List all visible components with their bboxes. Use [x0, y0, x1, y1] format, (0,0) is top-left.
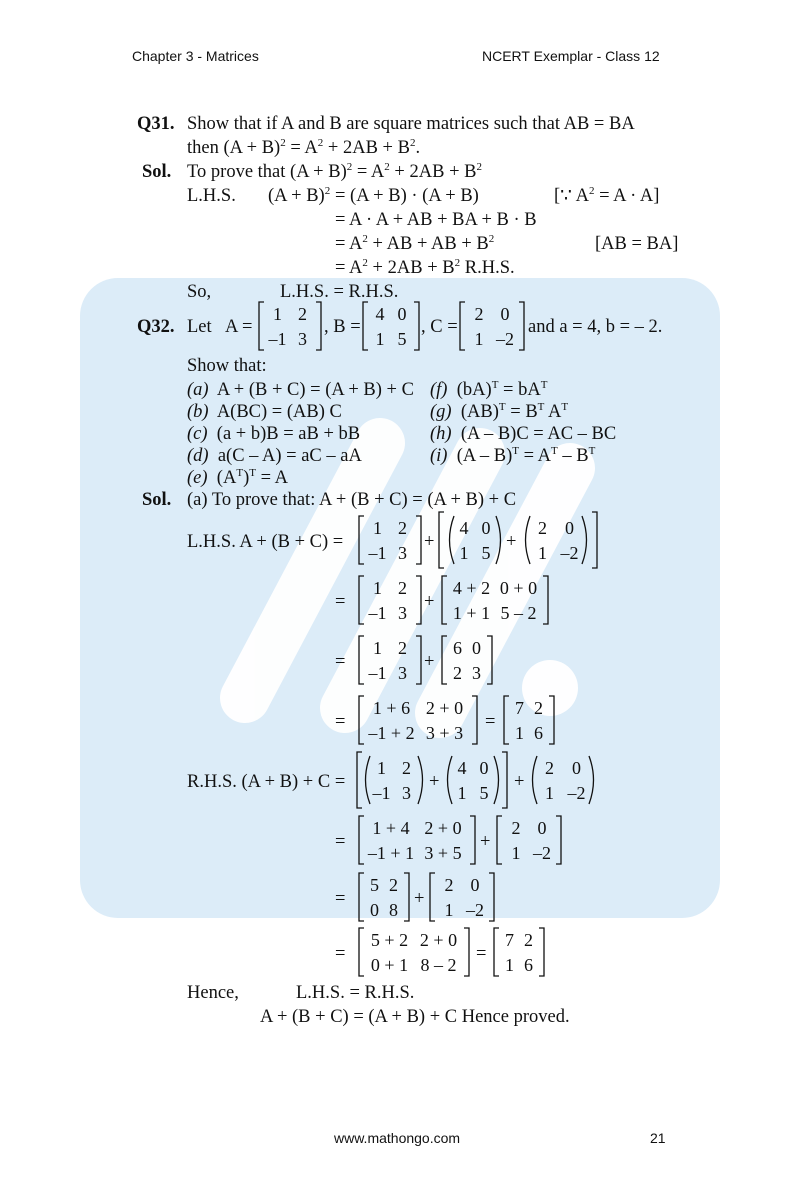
matrix-cell: 1: [545, 782, 554, 803]
matrix-cell: 0: [472, 637, 481, 658]
matrix-cell: 2: [398, 637, 407, 658]
matrix-cell: 2: [298, 303, 307, 324]
question-number: Q32.: [137, 317, 175, 337]
matrix-cell: –2: [560, 542, 579, 563]
plus-sign: +: [506, 532, 517, 552]
matrix-cell: 1: [505, 954, 514, 975]
matrix-cell: 2: [524, 929, 533, 950]
left-parenthesis: [533, 756, 538, 804]
left-bracket: [439, 512, 444, 568]
matrix-cell: 3: [472, 662, 481, 683]
right-parenthesis: [582, 516, 587, 564]
matrix-cell: 1: [377, 757, 386, 778]
matrix-cell: 5 + 2: [370, 929, 409, 950]
matrix-cell: 2: [444, 874, 454, 895]
matrix-cell: 2: [398, 517, 407, 538]
matrix-cell: –2: [496, 328, 514, 349]
matrix-b-plus-c: [440, 635, 494, 685]
matrix-cell: 4: [457, 757, 467, 778]
left-bracket: [359, 928, 364, 976]
matrix-cell: 5: [397, 328, 407, 349]
matrix-cell: 1 + 6: [372, 697, 411, 718]
question-text: Show that if A and B are square matrices such that AB = BA: [187, 114, 635, 134]
matrix-cell: 1 + 4: [372, 817, 410, 838]
matrix-A: [357, 515, 423, 565]
matrix-cell: 8 – 2: [420, 954, 457, 975]
matrix-cell: 3: [398, 602, 407, 623]
left-parenthesis: [448, 756, 453, 804]
right-bracket: [416, 516, 421, 564]
list-item: (i) $(A - B)^T = A^T - B^T$: [430, 445, 596, 466]
matrix-cell: 0 + 1: [370, 954, 409, 975]
matrix-cell: 1 + 1: [452, 602, 491, 623]
matrix-cell: 1: [511, 842, 521, 863]
left-bracket: [359, 696, 364, 744]
right-bracket: [464, 928, 469, 976]
matrix-A: [257, 301, 323, 351]
left-bracket: [494, 928, 499, 976]
matrix-cell: 1: [538, 542, 547, 563]
list-item: (a) A + (B + C) = (A + B) + C: [187, 380, 414, 400]
plus-sign: +: [424, 652, 435, 672]
matrix-C: [528, 755, 598, 805]
right-parenthesis: [589, 756, 594, 804]
matrix-C: [495, 815, 563, 865]
plus-sign: +: [424, 532, 435, 552]
matrix-cell: 8: [389, 899, 398, 920]
equals-sign: =: [485, 712, 496, 732]
lhs-label: L.H.S. A + (B + C) =: [187, 532, 344, 552]
right-bracket: [316, 302, 321, 350]
matrix-cell: –1: [368, 542, 387, 563]
matrix-cell: 4 + 2: [452, 577, 491, 598]
matrix-cell: 5: [370, 874, 379, 895]
matrix-cell: 0: [470, 874, 480, 895]
matrix-B: [445, 515, 505, 565]
math-expression: A =: [225, 317, 253, 337]
matrix-cell: –2: [466, 899, 484, 920]
matrix-cell: 1: [375, 328, 385, 349]
equals-sign: =: [335, 652, 346, 672]
right-bracket: [592, 512, 597, 568]
matrix-cell: 1: [474, 328, 484, 349]
matrix-a-plus-b: [357, 872, 411, 922]
matrix-cell: 0: [565, 517, 574, 538]
page-number: 21: [650, 1130, 666, 1146]
matrix-cell: 7: [515, 697, 524, 718]
right-parenthesis: [496, 516, 501, 564]
question-number: Q31.: [137, 114, 175, 134]
matrix-C: [428, 872, 496, 922]
left-bracket: [442, 576, 447, 624]
matrix-cell: 0: [370, 899, 379, 920]
math-expression: and a = 4, b = – 2.: [528, 317, 663, 337]
matrix-cell: 1: [373, 577, 382, 598]
left-parenthesis: [450, 516, 455, 564]
left-parenthesis: [366, 756, 371, 804]
right-bracket: [414, 302, 419, 350]
matrix-cell: 3: [398, 662, 407, 683]
matrix-cell: 0: [479, 757, 489, 778]
matrix-cell: 2: [538, 517, 547, 538]
matrix-cell: 2 + 0: [419, 929, 458, 950]
matrix-cell: 1: [373, 517, 382, 538]
matrix-A: [361, 755, 427, 805]
matrix-cell: 2: [545, 757, 554, 778]
question-text: Let: [187, 317, 212, 337]
left-bracket: [359, 873, 364, 921]
matrix-rhs-sum: [357, 927, 471, 977]
solution-label: Sol.: [142, 490, 172, 510]
equals-sign: =: [335, 712, 346, 732]
matrix-cell: 2: [398, 577, 407, 598]
matrix-C: [521, 515, 591, 565]
conclusion-text: A + (B + C) = (A + B) + C Hence proved.: [260, 1007, 570, 1027]
matrix-cell: –1 + 2: [368, 722, 415, 743]
right-bracket: [489, 873, 494, 921]
plus-sign: +: [514, 772, 525, 792]
matrix-cell: –1: [368, 662, 387, 683]
left-bracket: [359, 816, 364, 864]
plus-sign: +: [424, 592, 435, 612]
plus-sign: +: [429, 772, 440, 792]
matrix-cell: 6: [453, 637, 462, 658]
left-parenthesis: [526, 516, 531, 564]
matrix-result: [492, 927, 546, 977]
matrix-cell: 1: [373, 637, 382, 658]
matrix-B: [361, 301, 421, 351]
matrix-cell: 2 + 0: [424, 817, 462, 838]
right-parenthesis: [494, 756, 499, 804]
matrix-cell: 7: [505, 929, 514, 950]
solution-text: To prove that $(A + B)^2 = A^2 + 2AB + B^2$: [187, 161, 482, 182]
matrix-result: [502, 695, 556, 745]
math-expression: = $A^2 + 2AB + B^2$ R.H.S.: [335, 257, 515, 278]
matrix-cell: 2: [474, 303, 484, 324]
matrix-cell: 3 + 3: [425, 722, 464, 743]
matrix-cell: 0: [481, 517, 491, 538]
right-bracket: [556, 816, 561, 864]
matrix-cell: 2: [402, 757, 411, 778]
math-note: [AB = BA]: [595, 234, 679, 254]
right-bracket: [416, 636, 421, 684]
solution-text: Hence,: [187, 983, 239, 1003]
matrix-B: [443, 755, 503, 805]
right-parenthesis: [418, 756, 423, 804]
left-bracket: [460, 302, 465, 350]
left-bracket: [259, 302, 264, 350]
left-bracket: [497, 816, 502, 864]
math-expression: , C =: [421, 317, 458, 337]
matrix-cell: 3: [402, 782, 411, 803]
matrix-cell: 1: [515, 722, 524, 743]
plus-sign: +: [480, 832, 491, 852]
matrix-cell: 4: [459, 517, 469, 538]
math-expression: = (A + B) · (A + B): [335, 186, 479, 206]
left-bracket: [359, 576, 364, 624]
matrix-cell: –2: [533, 842, 551, 863]
right-bracket: [543, 576, 548, 624]
book-title: NCERT Exemplar - Class 12: [482, 48, 660, 64]
solution-text: (a) To prove that: A + (B + C) = (A + B) + C: [187, 490, 517, 510]
matrix-cell: –1 + 1: [367, 842, 415, 863]
question-text: Show that:: [187, 356, 267, 376]
right-bracket: [519, 302, 524, 350]
math-note: [∵ $A^2 = A \cdot A$]: [554, 185, 660, 206]
matrix-cell: 0: [500, 303, 510, 324]
solution-text: L.H.S. = R.H.S.: [296, 983, 415, 1003]
right-bracket: [487, 636, 492, 684]
matrix-cell: 3: [398, 542, 407, 563]
right-bracket: [472, 696, 477, 744]
equals-sign: =: [476, 944, 487, 964]
equals-sign: =: [335, 944, 346, 964]
matrix-C: [458, 301, 526, 351]
matrix-cell: 5: [479, 782, 489, 803]
right-bracket: [470, 816, 475, 864]
equals-sign: =: [335, 889, 346, 909]
list-item: (h) (A – B)C = AC – BC: [430, 424, 617, 444]
list-item: (g) $(AB)^T = B^T$ $A^T$: [430, 401, 569, 422]
matrix-cell: 1: [444, 899, 454, 920]
list-item: (f) $(bA)^T = bA^T$: [430, 379, 548, 400]
left-bracket: [359, 516, 364, 564]
matrix-cell: 1: [273, 303, 282, 324]
matrix-cell: 3: [298, 328, 307, 349]
math-expression: = A · A + AB + BA + B · B: [335, 210, 537, 230]
matrix-cell: 0: [537, 817, 547, 838]
matrix-cell: 2: [453, 662, 462, 683]
math-expression: = $A^2$ + AB + AB + $B^2$: [335, 233, 495, 254]
matrix-cell: 6: [524, 954, 533, 975]
question-text: then $(A + B)^2 = A^2 + 2AB + B^2$.: [187, 137, 421, 158]
right-bracket: [539, 928, 544, 976]
matrix-cell: 3 + 5: [424, 842, 462, 863]
plus-sign: +: [414, 889, 425, 909]
list-item: (b) A(BC) = (AB) C: [187, 402, 342, 422]
math-expression: $(A + B)^2$: [268, 185, 331, 206]
matrix-cell: 5: [481, 542, 491, 563]
matrix-cell: 1: [457, 782, 467, 803]
right-bracket: [416, 576, 421, 624]
equals-sign: =: [335, 592, 346, 612]
matrix-b-plus-c-expanded: [440, 575, 550, 625]
matrix-cell: –1: [368, 602, 387, 623]
matrix-cell: 2 + 0: [425, 697, 464, 718]
matrix-cell: 0: [572, 757, 581, 778]
left-bracket: [359, 636, 364, 684]
matrix-cell: 2: [534, 697, 543, 718]
matrix-cell: –2: [567, 782, 586, 803]
right-bracket: [549, 696, 554, 744]
matrix-lhs-sum: [357, 695, 479, 745]
lhs-label: L.H.S.: [187, 186, 236, 206]
matrix-cell: –1: [372, 782, 391, 803]
chapter-title: Chapter 3 - Matrices: [132, 48, 259, 64]
list-item: (e) $(A^T)^T = A$: [187, 467, 289, 488]
left-bracket: [430, 873, 435, 921]
right-bracket: [404, 873, 409, 921]
left-bracket: [363, 302, 368, 350]
matrix-cell: 0 + 0: [499, 577, 538, 598]
list-item: (d) a(C – A) = aC – aA: [187, 446, 362, 466]
matrix-cell: 2: [389, 874, 398, 895]
math-expression: , B =: [324, 317, 361, 337]
matrix-A: [357, 635, 423, 685]
matrix-cell: –1: [268, 328, 287, 349]
matrix-cell: 5 – 2: [500, 602, 537, 623]
matrix-cell: 4: [375, 303, 385, 324]
left-bracket: [504, 696, 509, 744]
matrix-cell: 1: [459, 542, 469, 563]
matrix-cell: 2: [511, 817, 521, 838]
solution-label: Sol.: [142, 162, 172, 182]
equals-sign: =: [335, 832, 346, 852]
rhs-label: R.H.S. (A + B) + C =: [187, 772, 346, 792]
solution-text: L.H.S. = R.H.S.: [280, 282, 399, 302]
left-bracket: [442, 636, 447, 684]
website-url: www.mathongo.com: [334, 1130, 461, 1146]
list-item: (c) (a + b)B = aB + bB: [187, 424, 361, 444]
solution-text: So,: [187, 282, 212, 302]
matrix-A: [357, 575, 423, 625]
matrix-cell: 6: [534, 722, 543, 743]
matrix-a-plus-b-expanded: [357, 815, 477, 865]
matrix-cell: 0: [397, 303, 407, 324]
